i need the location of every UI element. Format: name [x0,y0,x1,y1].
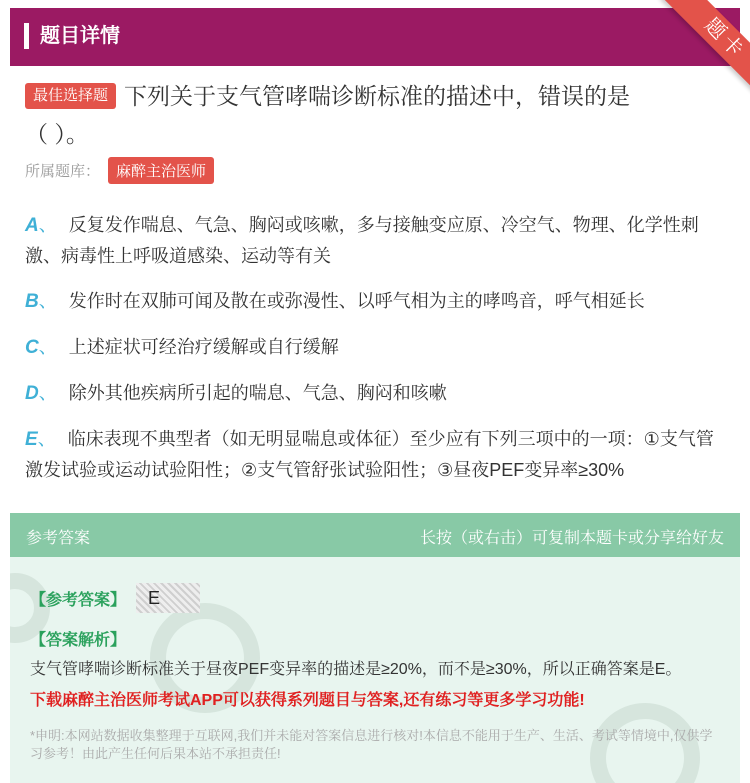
option-c[interactable]: C、 上述症状可经治疗缓解或自行缓解 [25,337,339,358]
page-header [10,8,740,66]
answer-value[interactable]: E [136,583,200,613]
question-bank-tag[interactable]: 麻醉主治医师 [108,157,214,184]
option-letter: E [25,429,38,450]
question-block [25,78,715,152]
option-letter: C [25,337,39,358]
question-text-continuation: （ ）。 [25,121,89,147]
option-letter: D [25,383,39,404]
option-b[interactable]: B、 发作时在双肺可闻及散在或弥漫性、以呼气相为主的哮鸣音，呼气相延长 [25,291,645,312]
app-promo-link[interactable]: 下载麻醉主治医师考试APP可以获得系列题目与答案,还有练习等更多学习功能! [30,692,585,709]
header-accent-bar [24,23,29,49]
page-title: 题目详情 [40,25,120,47]
question-type-badge: 最佳选择题 [25,83,116,109]
analysis-text: 支气管哮喘诊断标准关于昼夜PEF变异率的描述是≥20%，而不是≥30%，所以正确答案是E。 [30,661,682,678]
answer-panel [10,513,740,783]
option-d[interactable]: D、 除外其他疾病所引起的喘息、气急、胸闷和咳嗽 [25,383,447,404]
corner-ribbon-label: 题卡 [700,14,750,64]
analysis-label: 【答案解析】 [30,632,127,649]
answer-label: 【参考答案】 [30,591,127,609]
option-e[interactable]: E、 临床表现不典型者（如无明显喘息或体征）至少应有下列三项中的一项：①支气管激发试验或运动试验阳性；②支气管舒张试验阳性；③昼夜PEF变异率≥30% [25,429,714,480]
option-text: 临床表现不典型者（如无明显喘息或体征）至少应有下列三项中的一项：①支气管激发试验或运动试验阳性；②支气管舒张试验阳性；③昼夜PEF变异率≥30% [25,429,714,480]
disclaimer-text: *申明:本网站数据收集整理于互联网,我们并未能对答案信息进行核对!本信息不能用于生产、生活、考试等情境中,仅供学习参考！由此产生任何后果本站不承担责任! [30,728,713,761]
option-text: 发作时在双肺可闻及散在或弥漫性、以呼气相为主的哮鸣音，呼气相延长 [68,291,645,311]
question-source [25,157,214,184]
option-letter: B [25,291,39,312]
answer-header [10,513,740,557]
option-text: 反复发作喘息、气急、胸闷或咳嗽，多与接触变应原、冷空气、物理、化学性刺激、病毒性上呼吸道感染、运动等有关 [25,215,699,266]
share-hint: 长按（或右击）可复制本题卡或分享给好友 [419,530,724,547]
source-label: 所属题库： [25,163,101,180]
option-text: 除外其他疾病所引起的喘息、气急、胸闷和咳嗽 [68,383,447,403]
option-letter: A [25,215,39,236]
answer-section-title: 参考答案 [26,530,91,547]
option-a[interactable]: A、 反复发作喘息、气急、胸闷或咳嗽，多与接触变应原、冷空气、物理、化学性刺激、病毒性上呼吸道感染、运动等有关 [25,215,699,266]
options-list [25,210,725,500]
question-text: 下列关于支气管哮喘诊断标准的描述中，错误的是 [124,83,631,109]
answer-row [30,583,200,613]
option-text: 上述症状可经治疗缓解或自行缓解 [68,337,339,357]
